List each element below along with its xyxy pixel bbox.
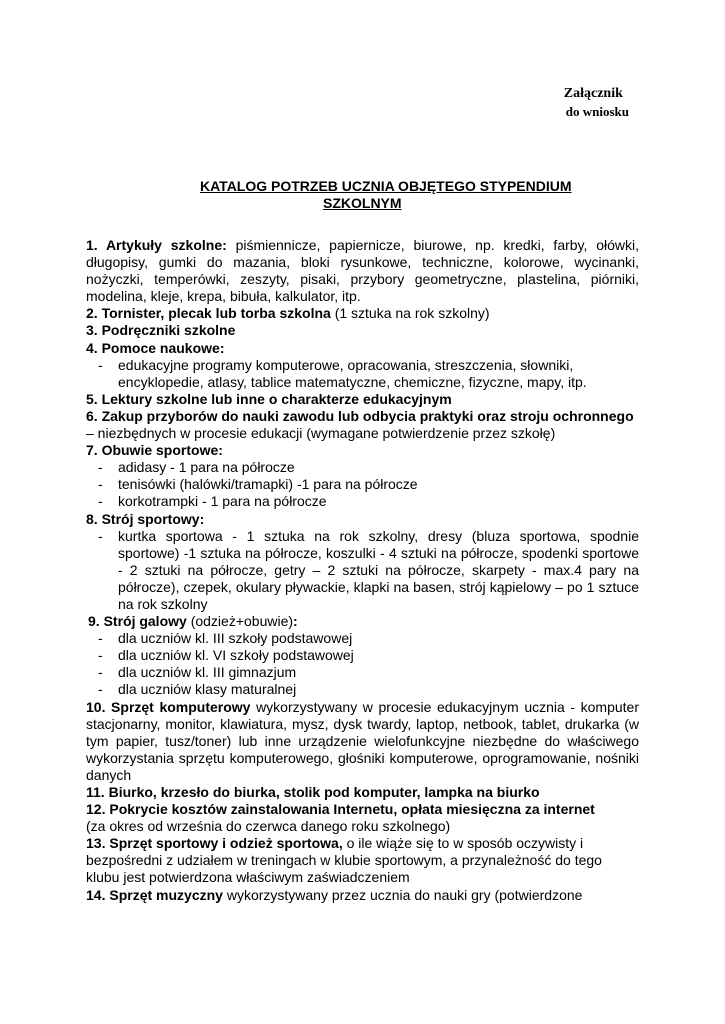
catalog-content	[86, 237, 639, 904]
item-9-colon: :	[293, 613, 298, 630]
list-item: - kurtka sportowa - 1 sztuka na rok szkolny, dresy (bluza sportowa, spodnie sportowe) -1 sztuka na półrocze, koszulki - 4 sztuki na półrocze, spodenki sportowe - 2 sztuki na półrocze, getry – 2 sztuki na półrocze, skarpety - max.4 pary na półrocze), czepek, okulary pływackie, klapki na basen, strój kąpielowy – po 1 sztuce na rok szkolny	[86, 528, 639, 613]
item-1	[86, 237, 639, 305]
list-item: - tenisówki (halówki/tramapki) -1 para na półrocze	[86, 476, 639, 493]
attachment-header	[564, 85, 629, 121]
document-title	[200, 178, 620, 212]
item-3-heading: 3. Podręczniki szkolne	[86, 322, 236, 339]
list-item: - edukacyjne programy komputerowe, opracowania, streszczenia, słowniki, encyklopedie, atlasy, tablice matematyczne, chemiczne, fizyczne, mapy, itp.	[86, 357, 639, 391]
item-7-heading: 7. Obuwie sportowe:	[86, 442, 223, 459]
item-4-heading: 4. Pomoce naukowe:	[86, 339, 225, 356]
item-9-list	[86, 630, 639, 698]
item-14-text: wykorzystywany przez ucznia do nauki gry (potwierdzone	[222, 886, 583, 903]
list-item: - dla uczniów kl. III gimnazjum	[86, 664, 639, 681]
item-8-heading: 8. Strój sportowy:	[86, 510, 205, 527]
item-14	[86, 887, 639, 904]
item-9-heading: 9. Strój galowy	[88, 613, 187, 630]
attachment-subtitle: do wniosku	[565, 104, 629, 119]
item-13-heading: 13. Sprzęt sportowy i odzież sportowa,	[86, 835, 343, 852]
item-5-heading: 5. Lektury szkolne lub inne o charakterze edukacyjnym	[86, 390, 452, 407]
item-1-heading: 1. Artykuły szkolne:	[86, 237, 227, 253]
item-14-heading: 14. Sprzęt muzyczny	[86, 886, 223, 903]
item-10	[86, 699, 639, 784]
item-2	[86, 305, 639, 322]
list-item: - dla uczniów kl. VI szkoły podstawowej	[86, 647, 639, 664]
list-item: - dla uczniów kl. III szkoły podstawowej	[86, 630, 639, 647]
item-4-list	[86, 357, 639, 391]
list-item: - dla uczniów klasy maturalnej	[86, 681, 639, 698]
item-1-text: piśmiennicze, papiernicze, biurowe, np. kredki, farby, ołówki, długopisy, gumki do mazania, bloki rysunkowe, techniczne, kolorowe, wycinanki, nożyczki, temperówki, zeszyty, pisaki, przybory geometryczne, plastelina, piórniki, modelina, kleje, krepa, bibuła, kalkulator, itp.	[86, 237, 639, 305]
item-11-heading: 11. Biurko, krzesło do biurka, stolik pod komputer, lampka na biurko	[86, 784, 540, 800]
item-13-text: o ile wiąże się to w sposób oczywisty i bezpośredni z udziałem w treningach w klubie sportowym, a przynależność do tego klubu jest potwierdzona właściwym zaświadczeniem	[86, 835, 602, 886]
item-6-text: – niezbędnych w procesie edukacji (wymagane potwierdzenie przez szkołę)	[86, 425, 556, 442]
list-item: - korkotrampki - 1 para na półrocze	[86, 493, 639, 510]
item-10-heading: 10. Sprzęt komputerowy	[86, 698, 251, 715]
attachment-title: Załącznik	[563, 86, 623, 101]
item-13	[86, 835, 639, 886]
item-12-text: (za okres od września do czerwca danego roku szkolnego)	[86, 818, 451, 835]
item-12-heading: 12. Pokrycie kosztów zainstalowania Internetu, opłata miesięczna za internet	[86, 801, 595, 818]
title-line-2: SZKOLNYM	[323, 195, 402, 211]
item-2-text: (1 sztuka na rok szkolny)	[330, 305, 490, 322]
item-12	[86, 801, 639, 835]
item-10-text: wykorzystywany w procesie edukacyjnym ucznia - komputer stacjonarny, monitor, klawiatura, mysz, dysk twardy, laptop, netbook, tablet, drukarka (w tym papier, tusz/toner) lub inne urządzenie wielofunkcyjne niezbędne do właściwego wykorzystania sprzętu komputerowego, głośniki komputerowe, oprogramowanie, nośniki danych	[86, 698, 640, 783]
item-9-text: (odzież+obuwie)	[186, 613, 294, 630]
item-6	[86, 408, 639, 442]
item-8-list	[86, 528, 639, 613]
item-9	[86, 613, 639, 630]
item-7-list	[86, 459, 639, 510]
item-6-heading: 6. Zakup przyborów do nauki zawodu lub odbycia praktyki oraz stroju ochronnego	[86, 407, 634, 424]
item-2-heading: 2. Tornister, plecak lub torba szkolna	[86, 305, 331, 322]
title-line-1: KATALOG POTRZEB UCZNIA OBJĘTEGO STYPENDIUM	[200, 178, 572, 194]
list-item: - adidasy - 1 para na półrocze	[86, 459, 639, 476]
